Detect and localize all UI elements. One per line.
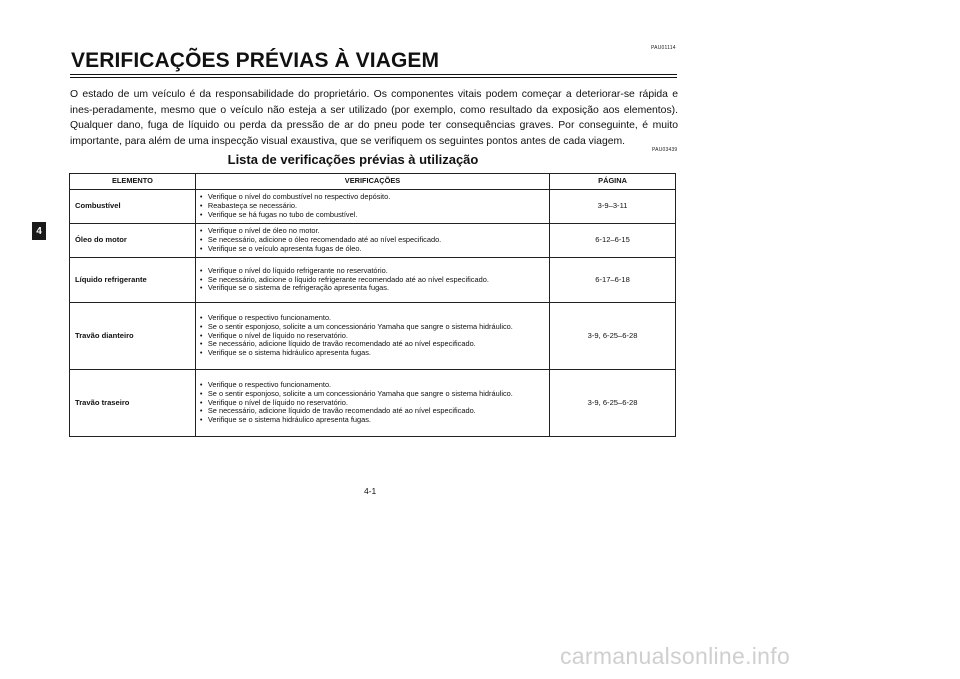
header-checks: VERIFICAÇÕES [195,174,549,190]
check-item: • Reabasteça se necessário. [200,202,545,211]
check-item: • Se necessário, adicione líquido de travão recomendado até ao nível especificado. [200,407,545,416]
row-page-ref: 6-17–6-18 [550,258,676,303]
check-item: • Verifique se o sistema de refrigeração apresenta fugas. [200,284,545,293]
chapter-tab: 4 [32,222,46,240]
row-element: Combustível [70,190,196,224]
row-element: Travão traseiro [70,370,196,437]
check-item: • Verifique o respectivo funcionamento. [200,314,545,323]
check-item: • Verifique se o sistema hidráulico apresenta fugas. [200,416,545,425]
row-checks [195,224,549,258]
section-title: Lista de verificações prévias à utilização [227,152,479,167]
check-item: • Se necessário, adicione o óleo recomendado até ao nível especificado. [200,236,545,245]
check-item: • Se necessário, adicione o líquido refrigerante recomendado até ao nível especificado. [200,276,545,285]
row-element: Óleo do motor [70,224,196,258]
row-page-ref: 3-9–3-11 [550,190,676,224]
check-item: • Verifique se há fugas no tubo de combustível. [200,211,545,220]
row-element: Líquido refrigerante [70,258,196,303]
watermark: carmanualsonline.info [560,643,791,669]
check-item: • Verifique o nível de óleo no motor. [200,227,545,236]
row-checks [195,190,549,224]
check-item: • Verifique o nível do combustível no respectivo depósito. [200,193,545,202]
row-page-ref: 3-9, 6-25–6-28 [550,370,676,437]
row-checks [195,258,549,303]
checks-list [200,267,545,294]
row-element: Travão dianteiro [70,303,196,370]
header-element: ELEMENTO [70,174,196,190]
table-row [70,303,676,370]
check-item: • Verifique se o veículo apresenta fugas de óleo. [200,245,545,254]
check-item: • Verifique o nível do líquido refrigerante no reservatório. [200,267,545,276]
page-number: 4-1 [364,486,377,496]
checklist-table [69,173,676,437]
check-item: • Verifique se o sistema hidráulico apresenta fugas. [200,349,545,358]
check-item: • Se o sentir esponjoso, solicite a um concessionário Yamaha que sangre o sistema hidráulico. [200,323,545,332]
check-item: • Se o sentir esponjoso, solicite a um concessionário Yamaha que sangre o sistema hidráulico. [200,390,545,399]
row-page-ref: 3-9, 6-25–6-28 [550,303,676,370]
header-page: PÁGINA [550,174,676,190]
table-row [70,258,676,303]
row-checks [195,303,549,370]
title-rule-bottom [70,77,677,78]
table-row [70,224,676,258]
document-code-top: PAU01114 [651,45,676,51]
checks-list [200,193,545,220]
table-row [70,190,676,224]
table-body [70,190,676,437]
checks-list [200,314,545,359]
intro-paragraph: O estado de um veículo é da responsabilidade do proprietário. Os componentes vitais podem começar a deteriorar-se rápida e ines-peradamente, mesmo que o veículo não esteja a ser utilizado (por exemplo, como resultado da exposição aos elementos). Qualquer dano, fuga de líquido ou perda da pressão de ar do pneu pode ter consequências graves. Por conseguinte, é muito importante, para além de uma inspecção visual exaustiva, que se verifiquem os seguintes pontos antes de cada viagem. [70,89,678,147]
row-checks [195,370,549,437]
row-page-ref: 6-12–6-15 [550,224,676,258]
title-rule-top [70,74,677,75]
check-item: • Verifique o nível de líquido no reservatório. [200,332,545,341]
page-title: VERIFICAÇÕES PRÉVIAS À VIAGEM [71,49,440,72]
check-item: • Se necessário, adicione líquido de travão recomendado até ao nível especificado. [200,340,545,349]
table-header-row [70,174,676,190]
checks-list [200,227,545,254]
table-row [70,370,676,437]
section-code: PAU03439 [652,147,678,153]
check-item: • Verifique o nível de líquido no reservatório. [200,399,545,408]
check-item: • Verifique o respectivo funcionamento. [200,381,545,390]
checks-list [200,381,545,426]
